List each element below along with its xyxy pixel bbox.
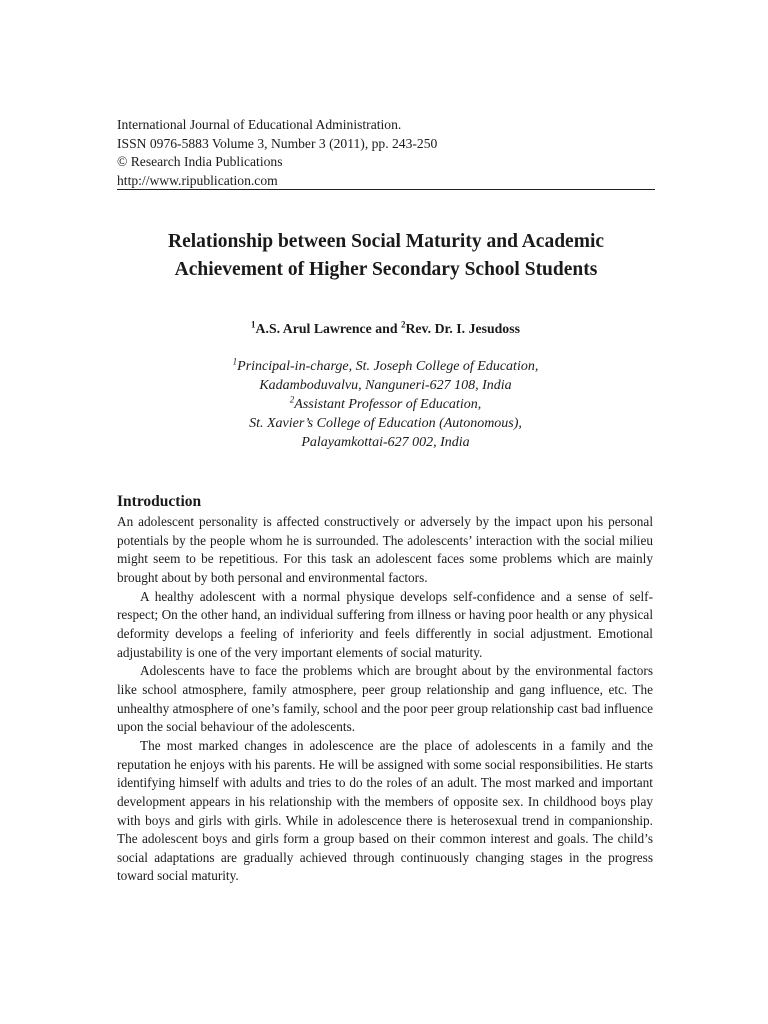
introduction-body	[117, 513, 653, 886]
affiliation-2-line-3: Palayamkottai-627 002, India	[301, 435, 470, 450]
affiliation-2-superscript: 2	[289, 394, 295, 405]
paragraph-3: Adolescents have to face the problems which are brought about by the environmental factors like school atmosphere, family atmosphere, peer group relationship and gang influence, etc. The unhealthy atmosphere of one’s family, school and the poor peer group relationship cast bad influence upon the social behaviour of the adolescents.	[117, 663, 653, 735]
affiliation-1-line-2: Kadamboduvalvu, Nanguneri-627 108, India	[259, 378, 512, 393]
paragraph-2: A healthy adolescent with a normal physique develops self-confidence and a sense of self-respect; On the other hand, an individual suffering from illness or having poor health or any physical deformity develops a feeling of inferiority and feels differently in social adjustment. Emotional adjustability is one of the very important elements of social maturity.	[117, 588, 653, 660]
paper-title	[110, 228, 662, 284]
title-line-1: Relationship between Social Maturity and Academic	[167, 231, 605, 252]
publisher-line: © Research India Publications	[117, 154, 283, 169]
header-divider	[117, 189, 655, 190]
issn-line: ISSN 0976-5883 Volume 3, Number 3 (2011), pp. 243-250	[117, 135, 438, 151]
author1-superscript: 1	[251, 319, 256, 330]
journal-url: http://www.ripublication.com	[117, 172, 278, 188]
author-2: Rev. Dr. I. Jesudoss	[405, 321, 520, 336]
affiliation-1-line-1: $^1$Principal-in-charge, St. Joseph College of Education,	[232, 356, 539, 374]
paragraph-4: The most marked changes in adolescence are the place of adolescents in a family and the reputation he enjoys with his parents. He will be assigned with some social responsibilities. He starts identifying himself with adults and tries to do the roles of an adult. The most marked and important development appears in his relationship with the members of opposite sex. In childhood boys play with boys and girls with girls. While in adolescence there is heterosexual trend in companionship. The adolescent boys and girls form a group based on their common interest and goals. The child’s social adaptations are gradually achieved through continuously changing stages in the progress toward social maturity.	[117, 737, 653, 884]
author-1: A.S. Arul Lawrence and	[255, 321, 401, 336]
affiliations	[117, 357, 654, 452]
journal-header	[117, 116, 654, 190]
affiliation-2-line-1: $^2$Assistant Professor of Education,	[289, 394, 482, 412]
affiliation-2-line-2: St. Xavier’s College of Education (Autonomous),	[249, 416, 522, 431]
author-list	[117, 319, 654, 339]
author2-superscript: 2	[400, 319, 406, 330]
section-heading-introduction: Introduction	[117, 493, 202, 510]
journal-name: International Journal of Educational Administration.	[117, 117, 402, 132]
affiliation-1-superscript: 1	[232, 356, 238, 367]
title-line-2: Achievement of Higher Secondary School Students	[174, 259, 598, 280]
paragraph-1: An adolescent personality is affected constructively or adversely by the impact upon his personal potentials by the people whom he is surrounded. The adolescents’ interaction with the social milieu might seem to be repetitious. For this task an adolescent faces some problems which are mainly brought about by both personal and environmental factors.	[117, 514, 653, 585]
